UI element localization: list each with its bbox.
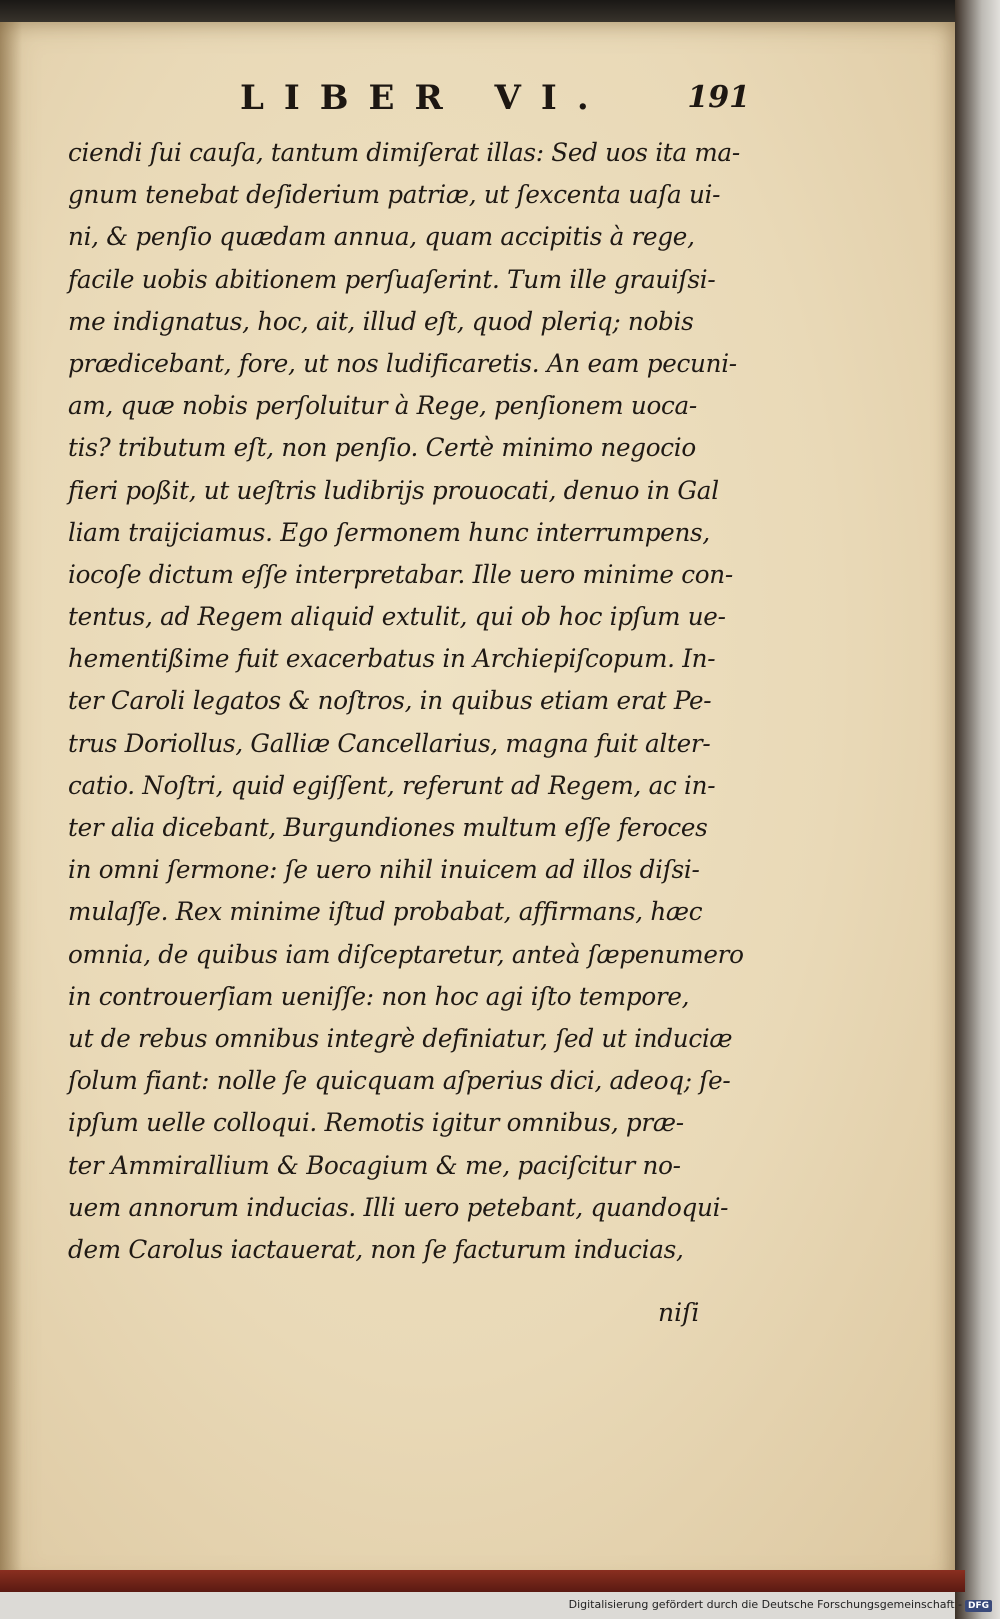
text-line: tentus, ad Regem aliquid extulit, qui ob hoc ipſum ue- (68, 602, 726, 632)
text-line: gnum tenebat deſiderium patriæ, ut ſexcenta uaſa ui- (68, 180, 721, 210)
text-line: dem Carolus iactauerat, non ſe facturum inducias, (68, 1234, 684, 1264)
page-binding-shadow (0, 22, 22, 1587)
text-line: tis? tributum eſt, non penſio. Certè minimo negocio (68, 433, 696, 463)
digitization-credit (569, 1598, 992, 1612)
running-head: LIBER VI. (240, 78, 609, 118)
text-line: ter Caroli legatos & noſtros, in quibus etiam erat Pe- (68, 686, 712, 716)
text-line: ciendi ſui cauſa, tantum dimiſerat illas: Sed uos ita ma- (68, 138, 740, 167)
text-line: in controuerſiam ueniſſe: non hoc agi iſto tempore, (68, 981, 690, 1011)
text-line: uem annorum inducias. Illi uero petebant, quandoqui- (68, 1192, 729, 1222)
text-line: catio. Noſtri, quid egiſſent, referunt ad Regem, ac in- (68, 770, 716, 800)
text-line: fieri poßit, ut ueſtris ludibrijs prouocati, denuo in Gal (68, 475, 719, 505)
text-line: am, quæ nobis perſoluitur à Rege, penſionem uoca- (68, 391, 697, 421)
text-line: in omni ſermone: ſe uero nihil inuicem ad illos diſsi- (68, 855, 700, 885)
text-line: trus Doriollus, Galliæ Cancellarius, magna fuit alter- (68, 728, 711, 758)
text-line: ut de rebus omnibus integrè definiatur, ſed ut induciæ (68, 1023, 733, 1053)
text-line: hementißime fuit exacerbatus in Archiepiſcopum. In- (68, 644, 716, 674)
text-line: me indignatus, hoc, ait, illud eſt, quod pleriq; nobis (68, 306, 694, 336)
text-line: ſolum fiant: nolle ſe quicquam aſperius dici, adeoq; ſe- (68, 1066, 731, 1096)
credit-text: Digitalisierung gefördert durch die Deutsche Forschungsgemeinschaft - (568, 1598, 962, 1611)
page-header (230, 78, 750, 122)
text-line: ipſum uelle colloqui. Remotis igitur omnibus, præ- (68, 1108, 684, 1138)
text-line: omnia, de quibus iam diſceptaretur, anteà ſæpenumero (68, 939, 744, 969)
text-line: prædicebant, fore, ut nos ludificaretis. An eam pecuni- (68, 348, 737, 378)
book-cover-edge (0, 1570, 965, 1592)
top-shadow (0, 0, 1000, 24)
body-text (68, 132, 768, 1271)
catchword: niſi (658, 1298, 700, 1327)
text-line: ter Ammirallium & Bocagium & me, paciſcitur no- (68, 1150, 681, 1180)
dfg-logo: DFG (965, 1600, 992, 1612)
text-line: mulaſſe. Rex minime iſtud probabat, affirmans, hæc (68, 897, 703, 927)
text-line: ni, & penſio quædam annua, quam accipitis à rege, (68, 222, 695, 252)
text-line: iocoſe dictum eſſe interpretabar. Ille uero minime con- (68, 559, 733, 589)
page-number: 191 (687, 80, 750, 115)
page-edge (955, 0, 1000, 1619)
text-line: ter alia dicebant, Burgundiones multum eſſe feroces (68, 813, 708, 842)
text-line: liam traijciamus. Ego ſermonem hunc interrumpens, (68, 517, 710, 547)
text-line: facile uobis abitionem perſuaſerint. Tum ille grauiſsi- (68, 264, 716, 294)
